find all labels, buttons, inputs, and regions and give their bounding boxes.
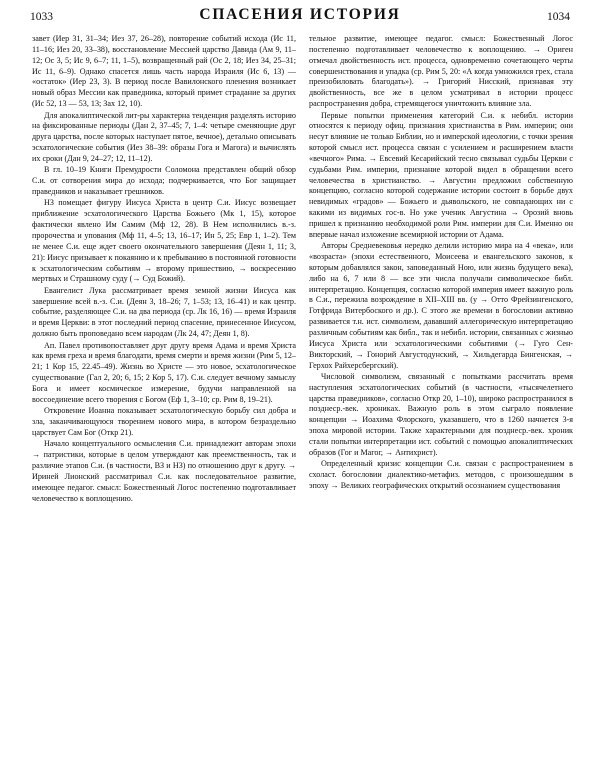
paragraph: Определенный кризис концепции С.и. связан с распространением в схоласт. богословии диалектико-метафиз. методов, с произошедшим в эпоху → Великих географических открытий осознанием существования bbox=[309, 459, 573, 490]
left-column bbox=[32, 34, 296, 758]
paragraph: Авторы Средневековья нередко делили историю мира на 4 «века», или «возраста» (эпохи естественного, Моисеева и евангельского законов, к которым добавлялся закон, заповеданный Ною, или жизнь будущего века), либо на 6, 7 или 8 — все эти числа получали символическое библ. интерпретацию. Концепция, согласно которой империя имеет важную роль в С.и., пережила возрождение в XII–XIII вв. (у → Отто Фрейзингенского, Готфрида Витербоского и др.). С этого же времени в богословии активно развивается т.н. ист. символизм, дававший аллегорическую интерпретацию различным событиям как библ., так и небибл. истории, связанных с жизнью Иисуса Христа или эсхатологическими событиями (→ Гуго Сен-Викторский, → Гонорий Августодунский, → Хильдегарда Бингенская, → Герхох Райхерсбергский). bbox=[309, 241, 573, 370]
page-number-right: 1034 bbox=[547, 11, 570, 23]
paragraph: тельное развитие, имеющее педагог. смысл: Божественный Логос постепенно подготавливает человечество к воплощению. → Ориген отмечал двойственность ист. процесса, одновременно сочетающего черты совершенствования и упадка (ср. Рим 5, 20: «А когда умножился грех, стала преизобиловать благодать»). → Григорий Нисский, признавая эту двойственность, все же в целом усматривал в истории процесс распространения добра, стремящегося уничтожить влияние зла. bbox=[309, 34, 573, 109]
right-column bbox=[309, 34, 573, 758]
page-header bbox=[30, 6, 570, 30]
paragraph: Откровение Иоанна показывает эсхатологическую борьбу сил добра и зла, заканчивающуюся творением нового мира, в котором безраздельно царствует Сам Бог (Откр 21). bbox=[32, 406, 296, 437]
paragraph: Начало концептуального осмысления С.и. принадлежит авторам эпохи → патристики, которые в целом утверждают как преемственность, так и различие этапов С.и. (в частности, ВЗ и НЗ) по отношению друг к другу. → Ириней Лионский рассматривал С.и. как последовательное развитие, имеющее педагог. смысл: Божественный Логос постепенно подготавливает человечество к воплощению. bbox=[32, 439, 296, 503]
paragraph: В гл. 10–19 Книги Премудрости Соломона представлен общий обзор С.и. от сотворения мира до исхода; подчеркивается, что Бог защищает праведников и наказывает грешников. bbox=[32, 165, 296, 196]
paragraph: завет (Иер 31, 31–34; Иез 37, 26–28), повторение событий исхода (Ис 11, 11–16; Иез 20, 33–38), восстановление Мессией царство Давида (Ам 9, 11–12; Ос 3, 5; Ис 9, 6–7; 11, 1–5), возвращенный рай (Ос 2, 18; Иез 34, 25–31; Ис 11, 6–9). Однако спасется лишь часть народа Израиля (Ис 6, 13) — «остаток» (Иер 23, 3). В период после Вавилонского пленения возникает новый образ Мессии как праведника, который примет страдание за других (Ис 52, 13 — 53, 13; Зах 12, 10). bbox=[32, 34, 296, 109]
running-title: СПАСЕНИЯ ИСТОРИЯ bbox=[199, 6, 401, 23]
paragraph: Для апокалиптической лит-ры характерна тенденция разделять историю на фиксированные периоды (Дан 2, 37–45; 7, 1–4: четыре сменяющие друг друга царства, после которых наступает пятое, вечное), детально описывать эсхатологические события (Иез 38–39: образы Гога и Магога) и вычислять их сроки (Дан 9, 24–27; 12, 11–12). bbox=[32, 110, 296, 163]
paragraph: Ап. Павел противопоставляет друг другу время Адама и время Христа как время греха и время благодати, время смерти и время жизни (Рим 5, 12–21; 1 Кор 15, 22.45–49). Жизнь во Христе — это новое, эсхатологическое существование (Гал 2, 20; 6, 15; 2 Кор 5, 17). С.и. следует вечному замыслу Бога и имеет космическое измерение, будучи направленной на воссоединение всего творения с Богом (Еф 1, 3–10; ср. Рим 8, 19–21). bbox=[32, 340, 296, 404]
paragraph: Числовой символизм, связанный с попытками рассчитать время наступления эсхатологических событий (в частности, «тысячелетнего царства праведников», согласно Откр 20, 1–10), широко распространился в позднеср.-век. хрониках. Важную роль в этом сыграло появление концепции → Иоахима Флорского, указавшего, что в 1260 начнется 3-я эпоха мировой истории. Также характерными для позднеср.-век. хроник стали попытки интерпретации ист. событий с помощью апокалиптических образов (Гог и Магог, → Антихрист). bbox=[309, 371, 573, 457]
page-number-left: 1033 bbox=[30, 11, 53, 23]
paragraph: Евангелист Лука рассматривает время земной жизни Иисуса как завершение всей в.-з. С.и. (Деян 3, 18–26; 7, 1–53; 13, 16–41) и как центр. событие, разделяющее С.и. на два периода (ср. Лк 16, 16) — время Израиля и время Церкви: в этот последний период спасение, принесенное Иисусом, должно быть проповедано всем народам (Лк 24, 47; Деян 1, 8). bbox=[32, 285, 296, 339]
paragraph: НЗ помещает фигуру Иисуса Христа в центр С.и. Иисус возвещает приближение эсхатологического Царства Божьего (Мк 1, 15), которое фактически явлено Им Самим (Мф 12, 28). В Нем исполнились в.-з. пророчества и упования (Мф 11, 4–5; 13, 16–17; Ин 5, 25; Евр 1, 1–2). Тем не менее С.и. еще ждет своего окончательного завершения (Деян 1, 11; 3, 21): Иисус призывает к покаянию и к пребыванию в постоянной готовности к эсхатологическим событиям → второму пришествию, → воскресению мертвых и Страшному суду (→ Суд Божий). bbox=[32, 198, 296, 284]
paragraph: Первые попытки применения категорий С.и. к небибл. истории относятся к периоду офиц. признания христианства в Рим. империи; они несут влияние не только Библии, но и имперской идеологии, с точки зрения которой смысл ист. процесса связан с усилением и расширением власти «вечного» Рима. → Евсевий Кесарийский тесно связывал судьбы Церкви с судьбами Рим. империи, признание которой видел в обращении всего человечества в христианство. → Августин предложил собственную концепцию, согласно которой содержание истории состоит в борьбе двух невидимых «градов» — Божьего и дьявольского, не совпадающих ни с какими из видимых гос-в. Но уже ученик Августина → Орозий вновь пришел к признанию необходимой роли Рим. империи для С.и. Именно он впервые начал изложение всемирной истории от Адама. bbox=[309, 110, 573, 239]
